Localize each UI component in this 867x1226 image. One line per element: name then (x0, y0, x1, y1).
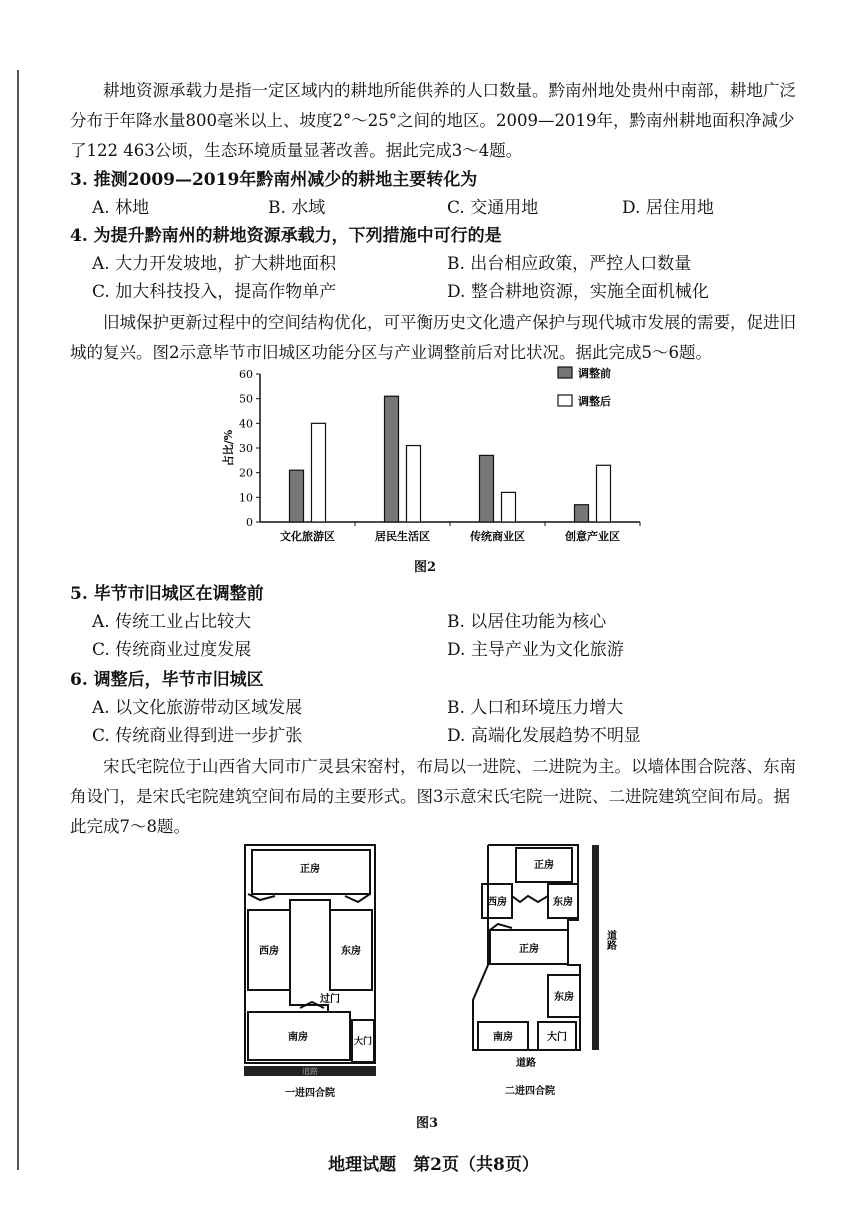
label-nanfang: 南房 (288, 1032, 308, 1043)
x-tick-label: 文化旅游区 (280, 530, 335, 543)
x-tick-label: 创意产业区 (565, 530, 620, 543)
label-road: 道路 (302, 1067, 318, 1076)
q5-option-c: C. 传统商业过度发展 (92, 640, 252, 660)
label-road-bottom: 道路 (516, 1058, 536, 1069)
legend-swatch (558, 395, 572, 406)
intro-paragraph-1: 耕地资源承载力是指一定区域内的耕地所能供养的人口数量。黔南州地处贵州中南部，耕地广泛分布于年降水量800毫米以上、坡度2°～25°之间的地区。2009—2019年，黔南州耕地面积净减少了122 463公顷，生态环境质量显著改善。据此完成3～4题。 (70, 81, 796, 160)
y-tick-label: 0 (246, 516, 253, 529)
question-5-stem: 5. 毕节市旧城区在调整前 (70, 584, 264, 604)
label-dongfang-top: 东房 (553, 897, 573, 908)
x-tick-label: 居民生活区 (375, 530, 430, 543)
y-tick-label: 10 (239, 491, 253, 505)
y-tick-label: 50 (239, 392, 253, 406)
bar-chart-fig2 (200, 362, 650, 552)
q4-option-b: B. 出台相应政策，严控人口数量 (447, 254, 692, 274)
label-zhengfang: 正房 (300, 864, 320, 875)
bar-after-3 (597, 465, 611, 522)
label-road-side: 道路 (604, 930, 616, 950)
intro-paragraph-2: 旧城保护更新过程中的空间结构优化，可平衡历史文化遗产保护与现代城市发展的需要，促进旧城的复兴。图2示意毕节市旧城区功能分区与产业调整前后对比状况。据此完成5～6题。 (70, 313, 796, 362)
legend-label: 调整前 (578, 367, 611, 380)
floor-plan-one-courtyard (240, 840, 380, 1100)
q6-option-a: A. 以文化旅游带动区域发展 (92, 698, 303, 718)
caption-two-courtyard: 二进四合院 (505, 1086, 555, 1097)
bar-before-1 (385, 396, 399, 522)
q4-option-d: D. 整合耕地资源，实施全面机械化 (447, 282, 709, 302)
label-damen: 大门 (353, 1037, 373, 1047)
q5-option-d: D. 主导产业为文化旅游 (447, 640, 624, 660)
label-guomen: 过门 (320, 994, 340, 1005)
y-axis-label: 占比/% (222, 429, 235, 467)
x-tick-label: 传统商业区 (470, 530, 525, 543)
label-dongfang-low: 东房 (554, 992, 574, 1003)
y-tick-label: 30 (239, 442, 253, 455)
q6-option-d: D. 高端化发展趋势不明显 (447, 726, 641, 746)
label-dongfang: 东房 (341, 946, 361, 957)
y-tick-label: 40 (239, 417, 253, 431)
question-3-stem: 3. 推测2009—2019年黔南州减少的耕地主要转化为 (70, 170, 478, 190)
question-6-stem: 6. 调整后，毕节市旧城区 (70, 670, 264, 690)
bar-before-3 (575, 505, 589, 522)
page-footer: 地理试题 第2页（共8页） (328, 1155, 539, 1175)
bar-after-1 (407, 446, 421, 522)
legend-swatch (558, 367, 572, 378)
q3-option-d: D. 居住用地 (622, 198, 714, 218)
q3-option-a: A. 林地 (92, 198, 150, 218)
q3-option-c: C. 交通用地 (447, 198, 539, 218)
label-zhengfang-mid: 正房 (519, 944, 539, 955)
q3-option-b: B. 水域 (268, 198, 326, 218)
side-road-bar (592, 845, 599, 1050)
label-xifang: 西房 (259, 946, 279, 957)
q5-option-a: A. 传统工业占比较大 (92, 612, 252, 632)
label-xifang: 西房 (487, 897, 507, 908)
q6-option-b: B. 人口和环境压力增大 (447, 698, 624, 718)
intro-paragraph-3: 宋氏宅院位于山西省大同市广灵县宋窑村，布局以一进院、二进院为主。以墙体围合院落、东南角设门，是宋氏宅院建筑空间布局的主要形式。图3示意宋氏宅院一进院、二进院建筑空间布局。据此完成7～8题。 (70, 757, 796, 836)
floor-plan-two-courtyard (468, 840, 618, 1100)
bar-before-2 (480, 455, 494, 522)
bar-before-0 (290, 470, 304, 522)
label-damen: 大门 (547, 1032, 567, 1043)
q5-option-b: B. 以居住功能为核心 (447, 612, 607, 632)
label-nanfang: 南房 (493, 1032, 513, 1043)
q4-option-a: A. 大力开发坡地，扩大耕地面积 (92, 254, 337, 274)
label-zhengfang-top: 正房 (534, 860, 554, 871)
q4-option-c: C. 加大科技投入，提高作物单产 (92, 282, 337, 302)
y-tick-label: 20 (239, 466, 253, 480)
bar-after-2 (502, 492, 516, 522)
y-tick-label: 60 (239, 368, 253, 381)
margin-line (17, 70, 19, 1170)
figure-3-caption: 图3 (416, 1116, 439, 1131)
legend-label: 调整后 (578, 395, 611, 408)
q6-option-c: C. 传统商业得到进一步扩张 (92, 726, 303, 746)
figure-2-caption: 图2 (414, 560, 437, 575)
caption-one-courtyard: 一进四合院 (285, 1088, 335, 1099)
bar-after-0 (312, 423, 326, 522)
question-4-stem: 4. 为提升黔南州的耕地资源承载力，下列措施中可行的是 (70, 226, 502, 246)
